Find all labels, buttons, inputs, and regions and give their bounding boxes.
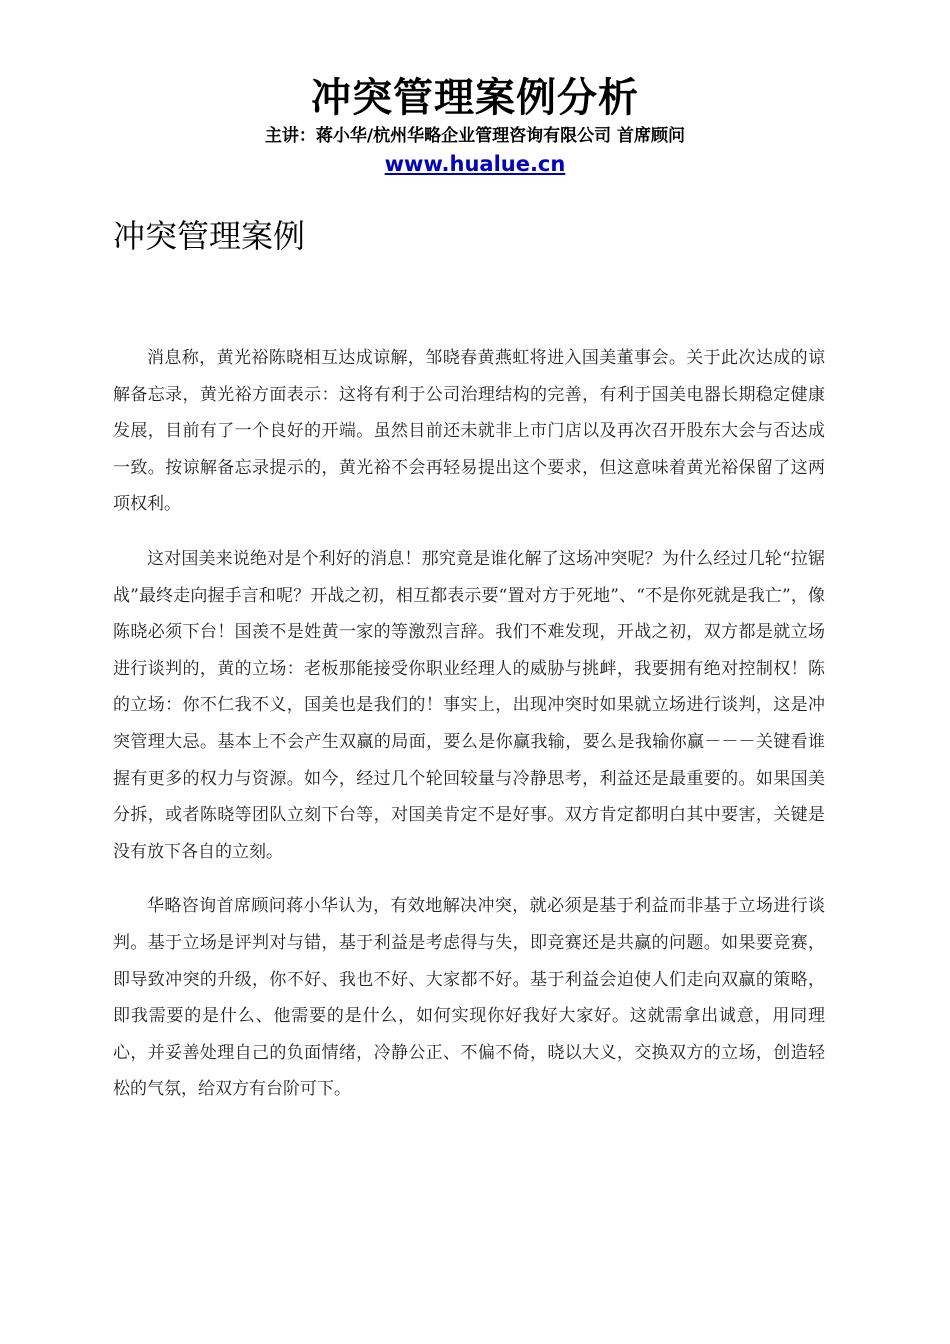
section-title: 冲突管理案例 — [113, 217, 306, 255]
paragraph-3: 华略咨询首席顾问蒋小华认为，有效地解决冲突，就必须是基于利益而非基于立场进行谈判。基于立场是评判对与错，基于利益是考虑得与失，即竞赛还是共赢的问题。如果要竞赛，即导致冲突的升级，你不好、我也不好、大家都不好。基于利益会迫使人们走向双赢的策略，即我需要的是什么、他需要的是什么，如何实现你好我好大家好。这就需拿出诚意，用同理心，并妥善处理自己的负面情绪，冷静公正、不偏不倚，晓以大义，交换双方的立场，创造轻松的气氛，给双方有台阶可下。 — [113, 896, 825, 1100]
presenter-line: 主讲：蒋小华/杭州华略企业管理咨询有限公司 首席顾问 — [264, 126, 686, 146]
document-header — [0, 72, 950, 180]
document-title: 冲突管理案例分析 — [311, 75, 639, 121]
article-body — [113, 340, 825, 1126]
website-link[interactable]: www.hualue.cn — [384, 152, 566, 176]
paragraph-1: 消息称，黄光裕陈晓相互达成谅解，邹晓春黄燕虹将进入国美董事会。关于此次达成的谅解备忘录，黄光裕方面表示：这将有利于公司治理结构的完善，有利于国美电器长期稳定健康发展，目前有了一个良好的开端。虽然目前还未就非上市门店以及再次召开股东大会与否达成一致。按谅解备忘录提示的，黄光裕不会再轻易提出这个要求，但这意味着黄光裕保留了这两项权利。 — [113, 348, 825, 515]
paragraph-2: 这对国美来说绝对是个利好的消息！那究竟是谁化解了这场冲突呢？为什么经过几轮“拉锯战”最终走向握手言和呢？开战之初，相互都表示要“置对方于死地”、“不是你死就是我亡”，像陈晓必须下台！国羡不是姓黄一家的等激烈言辞。我们不难发现，开战之初，双方都是就立场进行谈判的，黄的立场：老板那能接受你职业经理人的威胁与挑衅，我要拥有绝对控制权！陈的立场：你不仁我不义，国美也是我们的！事实上，出现冲突时如果就立场进行谈判，这是冲突管理大忌。基本上不会产生双赢的局面，要么是你赢我输，要么是我输你赢－－－关键看谁握有更多的权力与资源。如今，经过几个轮回较量与冷静思考，利益还是最重要的。如果国美分拆，或者陈晓等团队立刻下台等，对国美肯定不是好事。双方肯定都明白其中要害，关键是没有放下各自的立刻。 — [113, 548, 825, 862]
